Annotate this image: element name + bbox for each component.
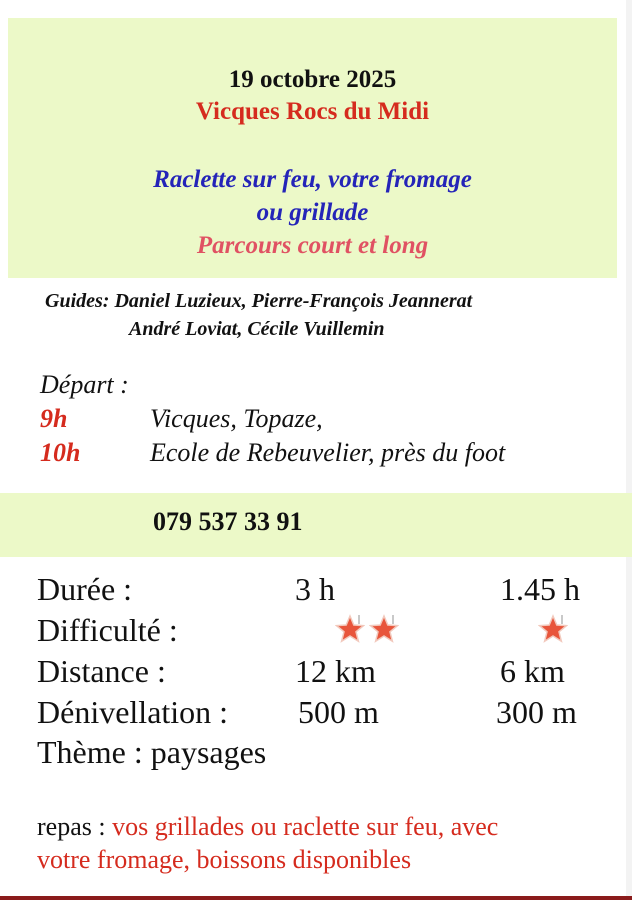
departure-label: Départ : bbox=[40, 370, 129, 399]
meal-text-line2: votre fromage, boissons disponibles bbox=[37, 845, 412, 874]
guides-line2: André Loviat, Cécile Vuillemin bbox=[129, 318, 385, 340]
star-icon bbox=[538, 614, 568, 644]
star-icon bbox=[369, 614, 399, 644]
event-header bbox=[8, 18, 617, 278]
difficulty-short-stars bbox=[538, 614, 568, 644]
meal-info bbox=[37, 810, 607, 876]
departure-time-2: 10h bbox=[40, 438, 81, 467]
duration-label: Durée : bbox=[37, 571, 133, 607]
phone-number: 079 537 33 91 bbox=[153, 507, 303, 536]
distance-long: 12 km bbox=[295, 653, 376, 689]
distance-label: Distance : bbox=[37, 653, 166, 689]
departure-place-2: Ecole de Rebeuvelier, près du foot bbox=[150, 438, 506, 467]
guides-line1: Guides: Daniel Luzieux, Pierre-François Jeannerat bbox=[45, 290, 473, 312]
event-place: Vicques Rocs du Midi bbox=[195, 98, 430, 125]
event-description-line3: Parcours court et long bbox=[196, 232, 429, 259]
elevation-long: 500 m bbox=[298, 694, 379, 730]
difficulty-long-stars bbox=[335, 614, 399, 644]
duration-long: 3 h bbox=[295, 571, 335, 607]
difficulty-label: Difficulté : bbox=[37, 612, 178, 648]
star-icon bbox=[335, 614, 365, 644]
departure-place-1: Vicques, Topaze, bbox=[150, 404, 323, 433]
page-edge bbox=[626, 0, 632, 896]
departure-time-1: 9h bbox=[40, 404, 68, 433]
elevation-short: 300 m bbox=[496, 694, 577, 730]
event-description-line1: Raclette sur feu, votre fromage bbox=[153, 166, 472, 193]
duration-short: 1.45 h bbox=[500, 571, 580, 607]
phone-banner bbox=[0, 493, 632, 557]
event-description-line2: ou grillade bbox=[256, 199, 369, 226]
elevation-label: Dénivellation : bbox=[37, 694, 229, 730]
meal-label: repas : bbox=[37, 812, 113, 841]
event-date: 19 octobre 2025 bbox=[228, 66, 397, 93]
theme-text: Thème : paysages bbox=[37, 734, 267, 770]
meal-text-line1: vos grillades ou raclette sur feu, avec bbox=[112, 812, 499, 841]
bottom-divider bbox=[0, 896, 632, 900]
distance-short: 6 km bbox=[500, 653, 565, 689]
